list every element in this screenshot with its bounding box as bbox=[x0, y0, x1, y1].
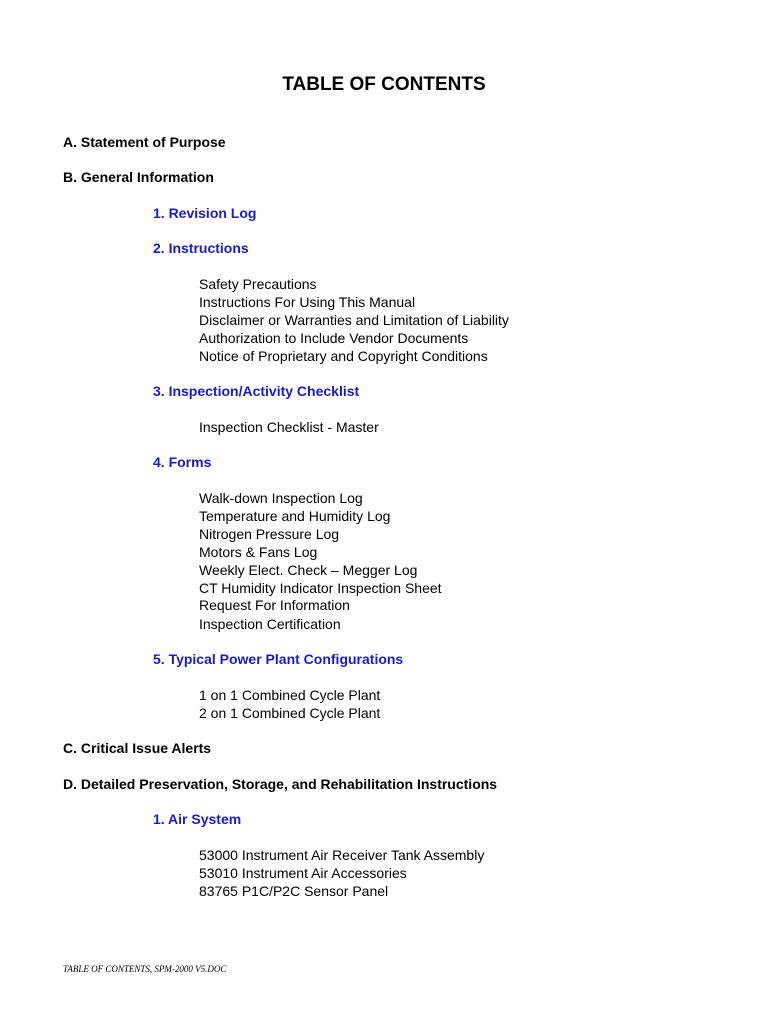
list-item: Weekly Elect. Check – Megger Log bbox=[199, 562, 418, 578]
list-item: Instructions For Using This Manual bbox=[199, 294, 416, 310]
link-revision-log[interactable]: 1. Revision Log bbox=[153, 205, 257, 221]
section-critical-issue-alerts[interactable]: C. Critical Issue Alerts bbox=[63, 740, 212, 756]
list-item: 53000 Instrument Air Receiver Tank Assembly bbox=[199, 847, 485, 863]
section-statement-of-purpose[interactable]: A. Statement of Purpose bbox=[63, 134, 226, 150]
page-title: TABLE OF CONTENTS bbox=[282, 74, 486, 95]
list-item: 2 on 1 Combined Cycle Plant bbox=[199, 705, 381, 721]
list-item: Motors & Fans Log bbox=[199, 544, 318, 560]
list-item: Authorization to Include Vendor Documents bbox=[199, 330, 469, 346]
link-typical-power-plant-configurations[interactable]: 5. Typical Power Plant Configurations bbox=[153, 651, 404, 667]
list-item: Notice of Proprietary and Copyright Conditions bbox=[199, 348, 488, 364]
list-item: Nitrogen Pressure Log bbox=[199, 526, 340, 542]
section-general-information[interactable]: B. General Information bbox=[63, 169, 214, 185]
link-inspection-activity-checklist[interactable]: 3. Inspection/Activity Checklist bbox=[153, 383, 360, 399]
section-detailed-instructions[interactable]: D. Detailed Preservation, Storage, and Rehabilitation Instructions bbox=[63, 776, 498, 792]
list-item: Walk-down Inspection Log bbox=[199, 490, 363, 506]
list-item: 83765 P1C/P2C Sensor Panel bbox=[199, 883, 389, 899]
link-air-system[interactable]: 1. Air System bbox=[153, 811, 242, 827]
list-item: CT Humidity Indicator Inspection Sheet bbox=[199, 580, 442, 596]
list-item: Request For Information bbox=[199, 597, 350, 613]
list-item: 1 on 1 Combined Cycle Plant bbox=[199, 687, 381, 703]
list-item: Inspection Checklist - Master bbox=[199, 419, 379, 435]
list-item: Disclaimer or Warranties and Limitation of Liability bbox=[199, 312, 509, 328]
link-instructions[interactable]: 2. Instructions bbox=[153, 240, 249, 256]
list-item: 53010 Instrument Air Accessories bbox=[199, 865, 407, 881]
page-footer: TABLE OF CONTENTS, SPM-2000 V5.DOC bbox=[63, 964, 227, 974]
list-item: Temperature and Humidity Log bbox=[199, 508, 391, 524]
list-item: Safety Precautions bbox=[199, 276, 317, 292]
link-forms[interactable]: 4. Forms bbox=[153, 454, 212, 470]
list-item: Inspection Certification bbox=[199, 616, 341, 632]
